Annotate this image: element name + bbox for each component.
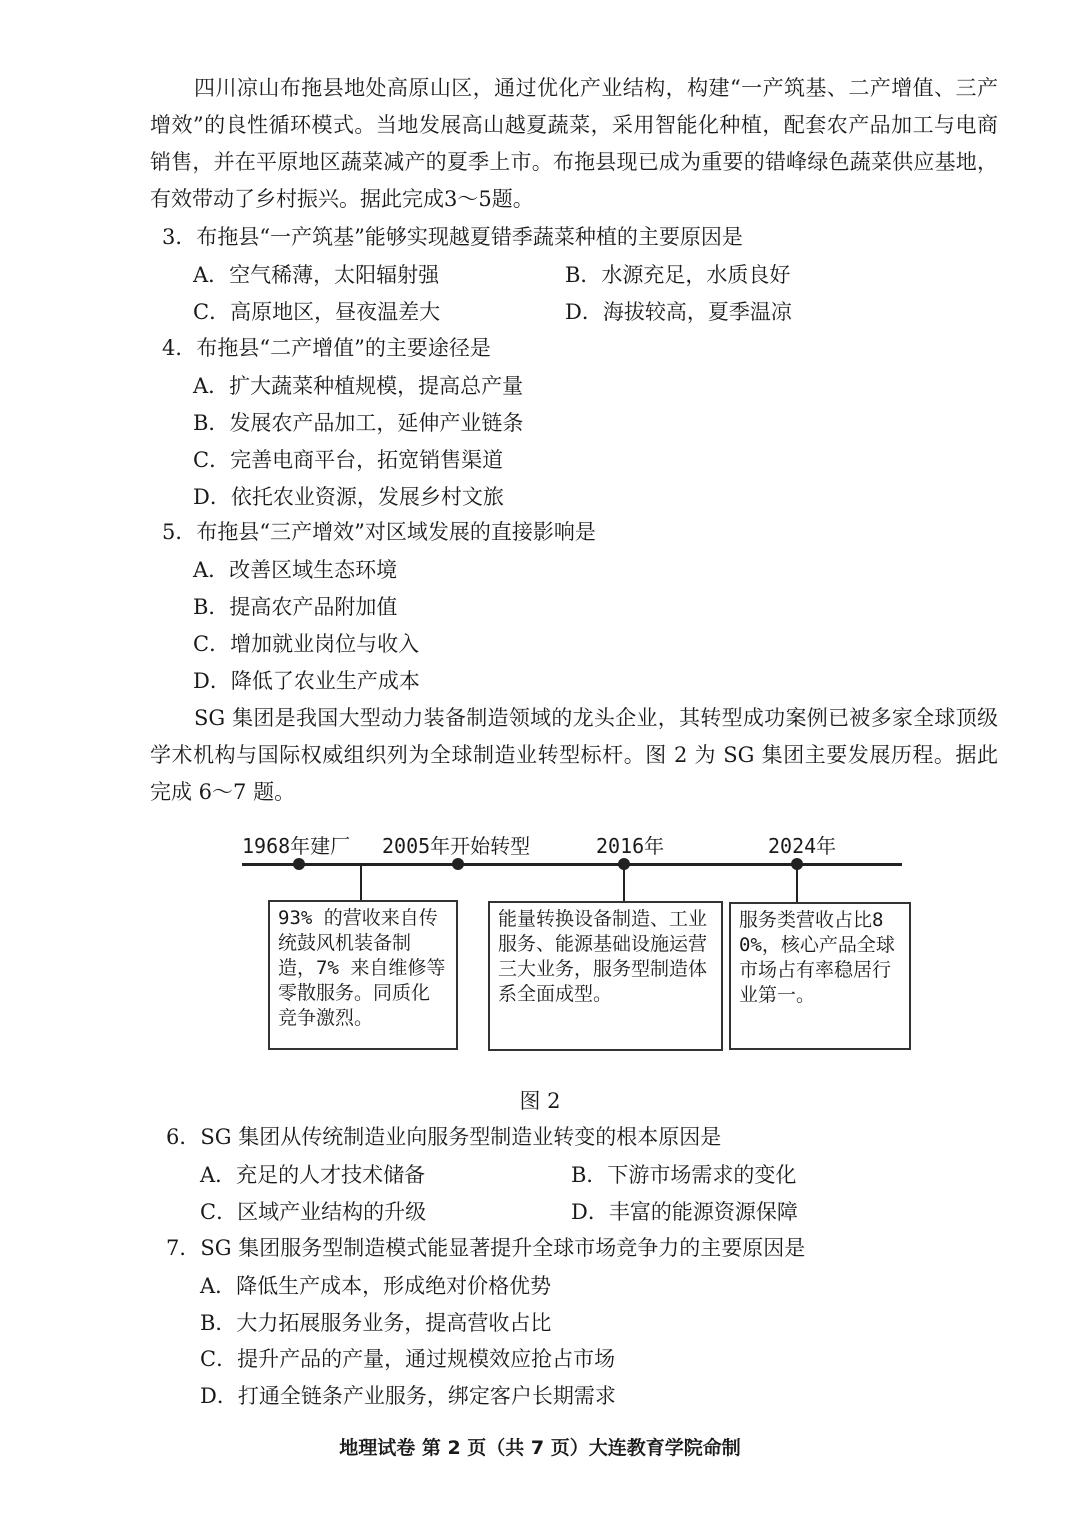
question-5-stem: 5．布拖县“三产增效”对区域发展的直接影响是 bbox=[162, 520, 596, 544]
timeline-dot-1968 bbox=[293, 858, 305, 870]
question-4-option-a: A．扩大蔬菜种植规模，提高总产量 bbox=[193, 374, 524, 398]
question-3-option-b: B．水源充足，水质良好 bbox=[565, 263, 791, 287]
question-7-option-b: B．大力拓展服务业务，提高营收占比 bbox=[200, 1311, 552, 1335]
timeline-box-2024: 服务类营收占比80%，核心产品全球市场占有率稳居行业第一。 bbox=[729, 902, 911, 1050]
timeline-dot-2005 bbox=[452, 858, 464, 870]
intro-paragraph-1: 四川凉山布拖县地处高原山区，通过优化产业结构，构建“一产筑基、二产增值、三产增效”的良性循环模式。当地发展高山越夏蔬菜，采用智能化种植，配套农产品加工与电商销售，并在平原地区蔬菜减产的夏季上市。布拖县现已成为重要的错峰绿色蔬菜供应基地，有效带动了乡村振兴。据此完成3～5题。 bbox=[150, 76, 998, 211]
question-5-option-a: A．改善区域生态环境 bbox=[193, 558, 398, 582]
timeline-label-2005: 2005年开始转型 bbox=[382, 834, 531, 858]
question-4-option-d: D．依托农业资源，发展乡村文旅 bbox=[193, 485, 504, 509]
timeline-stem-3 bbox=[796, 864, 798, 902]
question-3-option-c: C．高原地区，昼夜温差大 bbox=[193, 300, 441, 324]
timeline-box-1968: 93% 的营收来自传统鼓风机装备制造，7% 来自维修等零散服务。同质化竞争激烈。 bbox=[268, 900, 458, 1050]
question-6-option-c: C．区域产业结构的升级 bbox=[200, 1200, 427, 1224]
timeline-label-2024: 2024年 bbox=[768, 834, 837, 858]
question-6-option-b: B．下游市场需求的变化 bbox=[571, 1163, 797, 1187]
question-4-stem: 4．布拖县“二产增值”的主要途径是 bbox=[162, 336, 491, 360]
question-3-option-a: A．空气稀薄，太阳辐射强 bbox=[193, 263, 440, 287]
question-7-stem: 7．SG 集团服务型制造模式能显著提升全球市场竞争力的主要原因是 bbox=[166, 1236, 806, 1260]
figure-caption: 图 2 bbox=[519, 1089, 561, 1113]
question-6-stem: 6．SG 集团从传统制造业向服务型制造业转变的根本原因是 bbox=[166, 1125, 722, 1149]
timeline-figure bbox=[242, 828, 912, 1058]
question-7-option-c: C．提升产品的产量，通过规模效应抢占市场 bbox=[200, 1347, 616, 1371]
question-5-option-b: B．提高农产品附加值 bbox=[193, 595, 398, 619]
question-6-option-d: D．丰富的能源资源保障 bbox=[571, 1200, 798, 1224]
timeline-stem-1 bbox=[360, 864, 362, 900]
question-4-option-b: B．发展农产品加工，延伸产业链条 bbox=[193, 411, 524, 435]
question-7-option-a: A．降低生产成本，形成绝对价格优势 bbox=[200, 1274, 552, 1298]
question-3-option-d: D．海拔较高，夏季温凉 bbox=[565, 300, 792, 324]
question-5-option-c: C．增加就业岗位与收入 bbox=[193, 632, 420, 656]
timeline-box-2016: 能量转换设备制造、工业服务、能源基础设施运营三大业务，服务型制造体系全面成型。 bbox=[488, 901, 723, 1051]
question-5-option-d: D．降低了农业生产成本 bbox=[193, 669, 420, 693]
question-6-option-a: A．充足的人才技术储备 bbox=[200, 1163, 426, 1187]
timeline-axis bbox=[242, 863, 902, 866]
intro-paragraph-2: SG 集团是我国大型动力装备制造领域的龙头企业，其转型成功案例已被多家全球顶级学术机构与国际权威组织列为全球制造业转型标杆。图 2 为 SG 集团主要发展历程。据此完成 6～7 题。 bbox=[150, 706, 998, 804]
question-4-option-c: C．完善电商平台，拓宽销售渠道 bbox=[193, 448, 504, 472]
timeline-label-1968: 1968年建厂 bbox=[242, 834, 351, 858]
timeline-label-2016: 2016年 bbox=[596, 834, 665, 858]
page-footer: 地理试卷 第 2 页（共 7 页）大连教育学院命制 bbox=[339, 1437, 741, 1459]
question-7-option-d: D．打通全链条产业服务，绑定客户长期需求 bbox=[200, 1384, 616, 1408]
timeline-stem-2 bbox=[623, 864, 625, 901]
question-3-stem: 3．布拖县“一产筑基”能够实现越夏错季蔬菜种植的主要原因是 bbox=[162, 225, 743, 249]
